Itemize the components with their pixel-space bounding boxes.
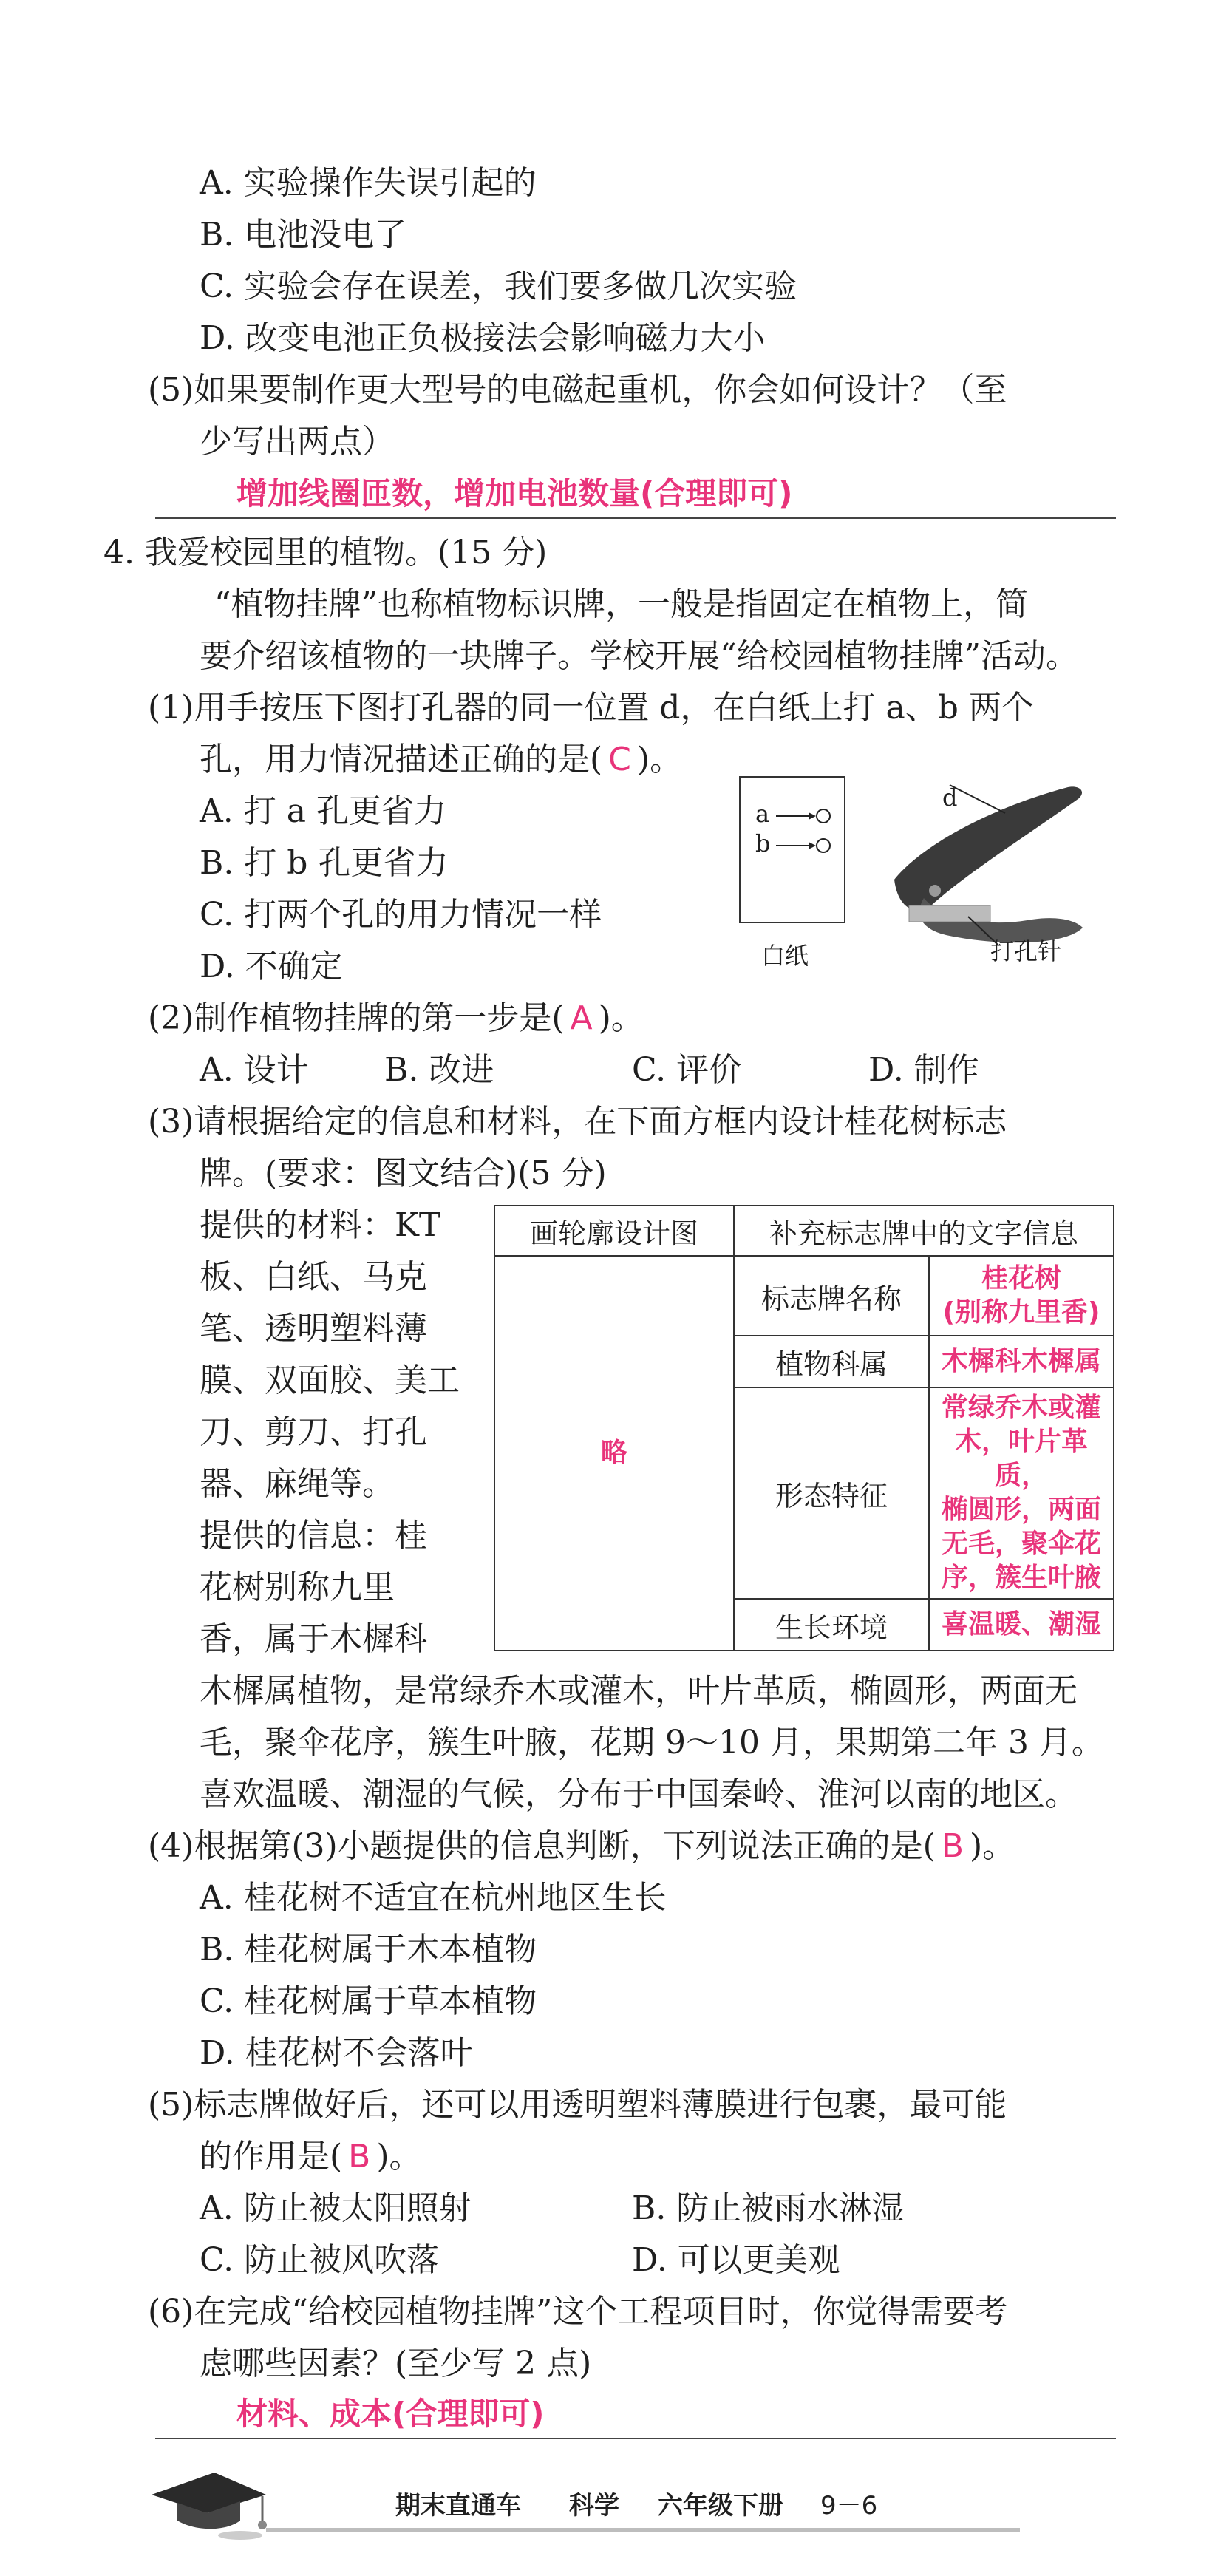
hole-label-b: b [755, 829, 771, 857]
q4-sub5-option-b: B. 防止被雨水淋湿 [632, 2189, 905, 2227]
value-sign-name: 桂花树 (别称九里香) [929, 1256, 1114, 1336]
q4-sub3-line2: 牌。(要求：图文结合)(5 分) [200, 1155, 607, 1192]
sign-design-table [494, 1205, 1114, 1651]
table-head-text-info: 补充标志牌中的文字信息 [734, 1206, 1114, 1256]
q4-sub5-line1: (5)标志牌做好后，还可以用透明塑料薄膜进行包裹，最可能 [148, 2086, 1007, 2124]
q4-sub4-question: (4)根据第(3)小题提供的信息判断，下列说法正确的是( B )。 [148, 1827, 1015, 1865]
info-line6: 喜欢温暖、潮湿的气候，分布于中国秦岭、淮河以南的地区。 [200, 1775, 1078, 1813]
materials-line5: 刀、剪刀、打孔 [200, 1413, 427, 1451]
value-habitat: 喜温暖、潮湿 [929, 1599, 1114, 1651]
info-line4: 木樨属植物，是常绿乔木或灌木，叶片革质，椭圆形，两面无 [200, 1672, 1078, 1710]
q4-intro-line2: 要介绍该植物的一块牌子。学校开展“给校园植物挂牌”活动。 [200, 637, 1078, 675]
q3-sub5-line1: (5)如果要制作更大型号的电磁起重机，你会如何设计？（至 [148, 371, 1007, 409]
q4-sub4-option-d: D. 桂花树不会落叶 [200, 2034, 473, 2072]
hole-label-a: a [755, 800, 770, 828]
q4-sub2-option-d: D. 制作 [868, 1051, 979, 1089]
q4-intro-line1: “植物挂牌”也称植物标识牌，一般是指固定在植物上，简 [214, 585, 1028, 623]
sketch-cell: 略 [494, 1256, 734, 1651]
footer-subject: 科学 [569, 2491, 619, 2521]
answer-underline [155, 2438, 1116, 2439]
info-line1: 提供的信息：桂 [200, 1517, 427, 1554]
q4-sub1-answer: C [608, 741, 631, 778]
q4-sub2-question: (2)制作植物挂牌的第一步是( A )。 [148, 999, 644, 1037]
hole-arrows-icon [741, 778, 844, 922]
q4-sub5-line2: 的作用是( B )。 [200, 2138, 422, 2175]
q4-sub1-option-c: C. 打两个孔的用力情况一样 [200, 896, 602, 934]
press-point-label-d: d [942, 784, 958, 812]
q3-option-c: C. 实验会存在误差，我们要多做几次实验 [200, 268, 797, 305]
q3-sub5-answer: 增加线圈匝数，增加电池数量(合理即可) [236, 475, 793, 512]
label-sign-name: 标志牌名称 [734, 1256, 929, 1336]
footer-book-title: 期末直通车 [395, 2491, 521, 2521]
q4-sub4-option-b: B. 桂花树属于木本植物 [200, 1931, 537, 1968]
q3-option-a: A. 实验操作失误引起的 [200, 164, 537, 202]
q4-sub6-line1: (6)在完成“给校园植物挂牌”这个工程项目时，你觉得需要考 [148, 2293, 1008, 2331]
q4-sub2-option-c: C. 评价 [632, 1051, 742, 1089]
q4-sub5-answer: B [348, 2138, 371, 2175]
info-line5: 毛，聚伞花序，簇生叶腋，花期 9～10 月，果期第二年 3 月。 [200, 1724, 1104, 1761]
white-paper-figure [739, 776, 845, 923]
hole-punch-icon [879, 769, 1116, 961]
label-morphology: 形态特征 [734, 1387, 929, 1599]
materials-line6: 器、麻绳等。 [200, 1465, 395, 1503]
q3-option-b: B. 电池没电了 [200, 216, 407, 254]
q4-sub3-line1: (3)请根据给定的信息和材料，在下面方框内设计桂花树标志 [148, 1103, 1007, 1141]
q4-sub1-option-a: A. 打 a 孔更省力 [200, 792, 446, 830]
q4-sub6-line2: 虑哪些因素？(至少写 2 点) [200, 2345, 592, 2382]
answer-underline [155, 517, 1116, 519]
label-habitat: 生长环境 [734, 1599, 929, 1651]
q4-sub1-line2: 孔，用力情况描述正确的是( C )。 [200, 741, 683, 778]
q4-sub2-option-a: A. 设计 [200, 1051, 309, 1089]
q4-sub4-option-c: C. 桂花树属于草本植物 [200, 1982, 537, 2020]
q4-sub1-option-d: D. 不确定 [200, 948, 343, 985]
footer-rule [266, 2528, 1020, 2532]
materials-line1: 提供的材料：KT [200, 1206, 441, 1244]
materials-line3: 笔、透明塑料薄 [200, 1310, 427, 1348]
paper-caption: 白纸 [761, 942, 809, 970]
q4-sub6-answer: 材料、成本(合理即可) [236, 2396, 545, 2432]
q4-sub4-option-a: A. 桂花树不适宜在杭州地区生长 [200, 1879, 667, 1917]
footer-grade: 六年级下册 [658, 2491, 783, 2521]
value-morphology: 常绿乔木或灌 木，叶片革质， 椭圆形，两面 无毛，聚伞花 序，簇生叶腋 [929, 1387, 1114, 1599]
footer-page-number: 9－6 [820, 2491, 878, 2521]
q3-sub5-line2: 少写出两点） [200, 423, 395, 461]
q4-sub1-line1: (1)用手按压下图打孔器的同一位置 d，在白纸上打 a、b 两个 [148, 689, 1034, 727]
punch-pin-label: 打孔针 [990, 937, 1062, 965]
table-head-sketch: 画轮廓设计图 [494, 1206, 734, 1256]
q4-sub5-option-a: A. 防止被太阳照射 [200, 2189, 472, 2227]
graduation-cap-icon [144, 2454, 270, 2543]
q4-sub5-option-d: D. 可以更美观 [632, 2241, 840, 2279]
value-family-genus: 木樨科木樨属 [929, 1336, 1114, 1387]
info-line3: 香，属于木樨科 [200, 1620, 427, 1658]
q4-title: 4. 我爱校园里的植物。(15 分) [103, 534, 548, 571]
label-family-genus: 植物科属 [734, 1336, 929, 1387]
q3-option-d: D. 改变电池正负极接法会影响磁力大小 [200, 319, 766, 357]
materials-line2: 板、白纸、马克 [200, 1258, 427, 1296]
q4-sub1-option-b: B. 打 b 孔更省力 [200, 844, 449, 882]
materials-line4: 膜、双面胶、美工 [200, 1362, 460, 1399]
q4-sub4-answer: B [941, 1827, 964, 1865]
q4-sub2-option-b: B. 改进 [384, 1051, 494, 1089]
q4-sub2-answer: A [570, 999, 593, 1037]
q4-sub5-option-c: C. 防止被风吹落 [200, 2241, 440, 2279]
info-line2: 花树别称九里 [200, 1569, 395, 1606]
